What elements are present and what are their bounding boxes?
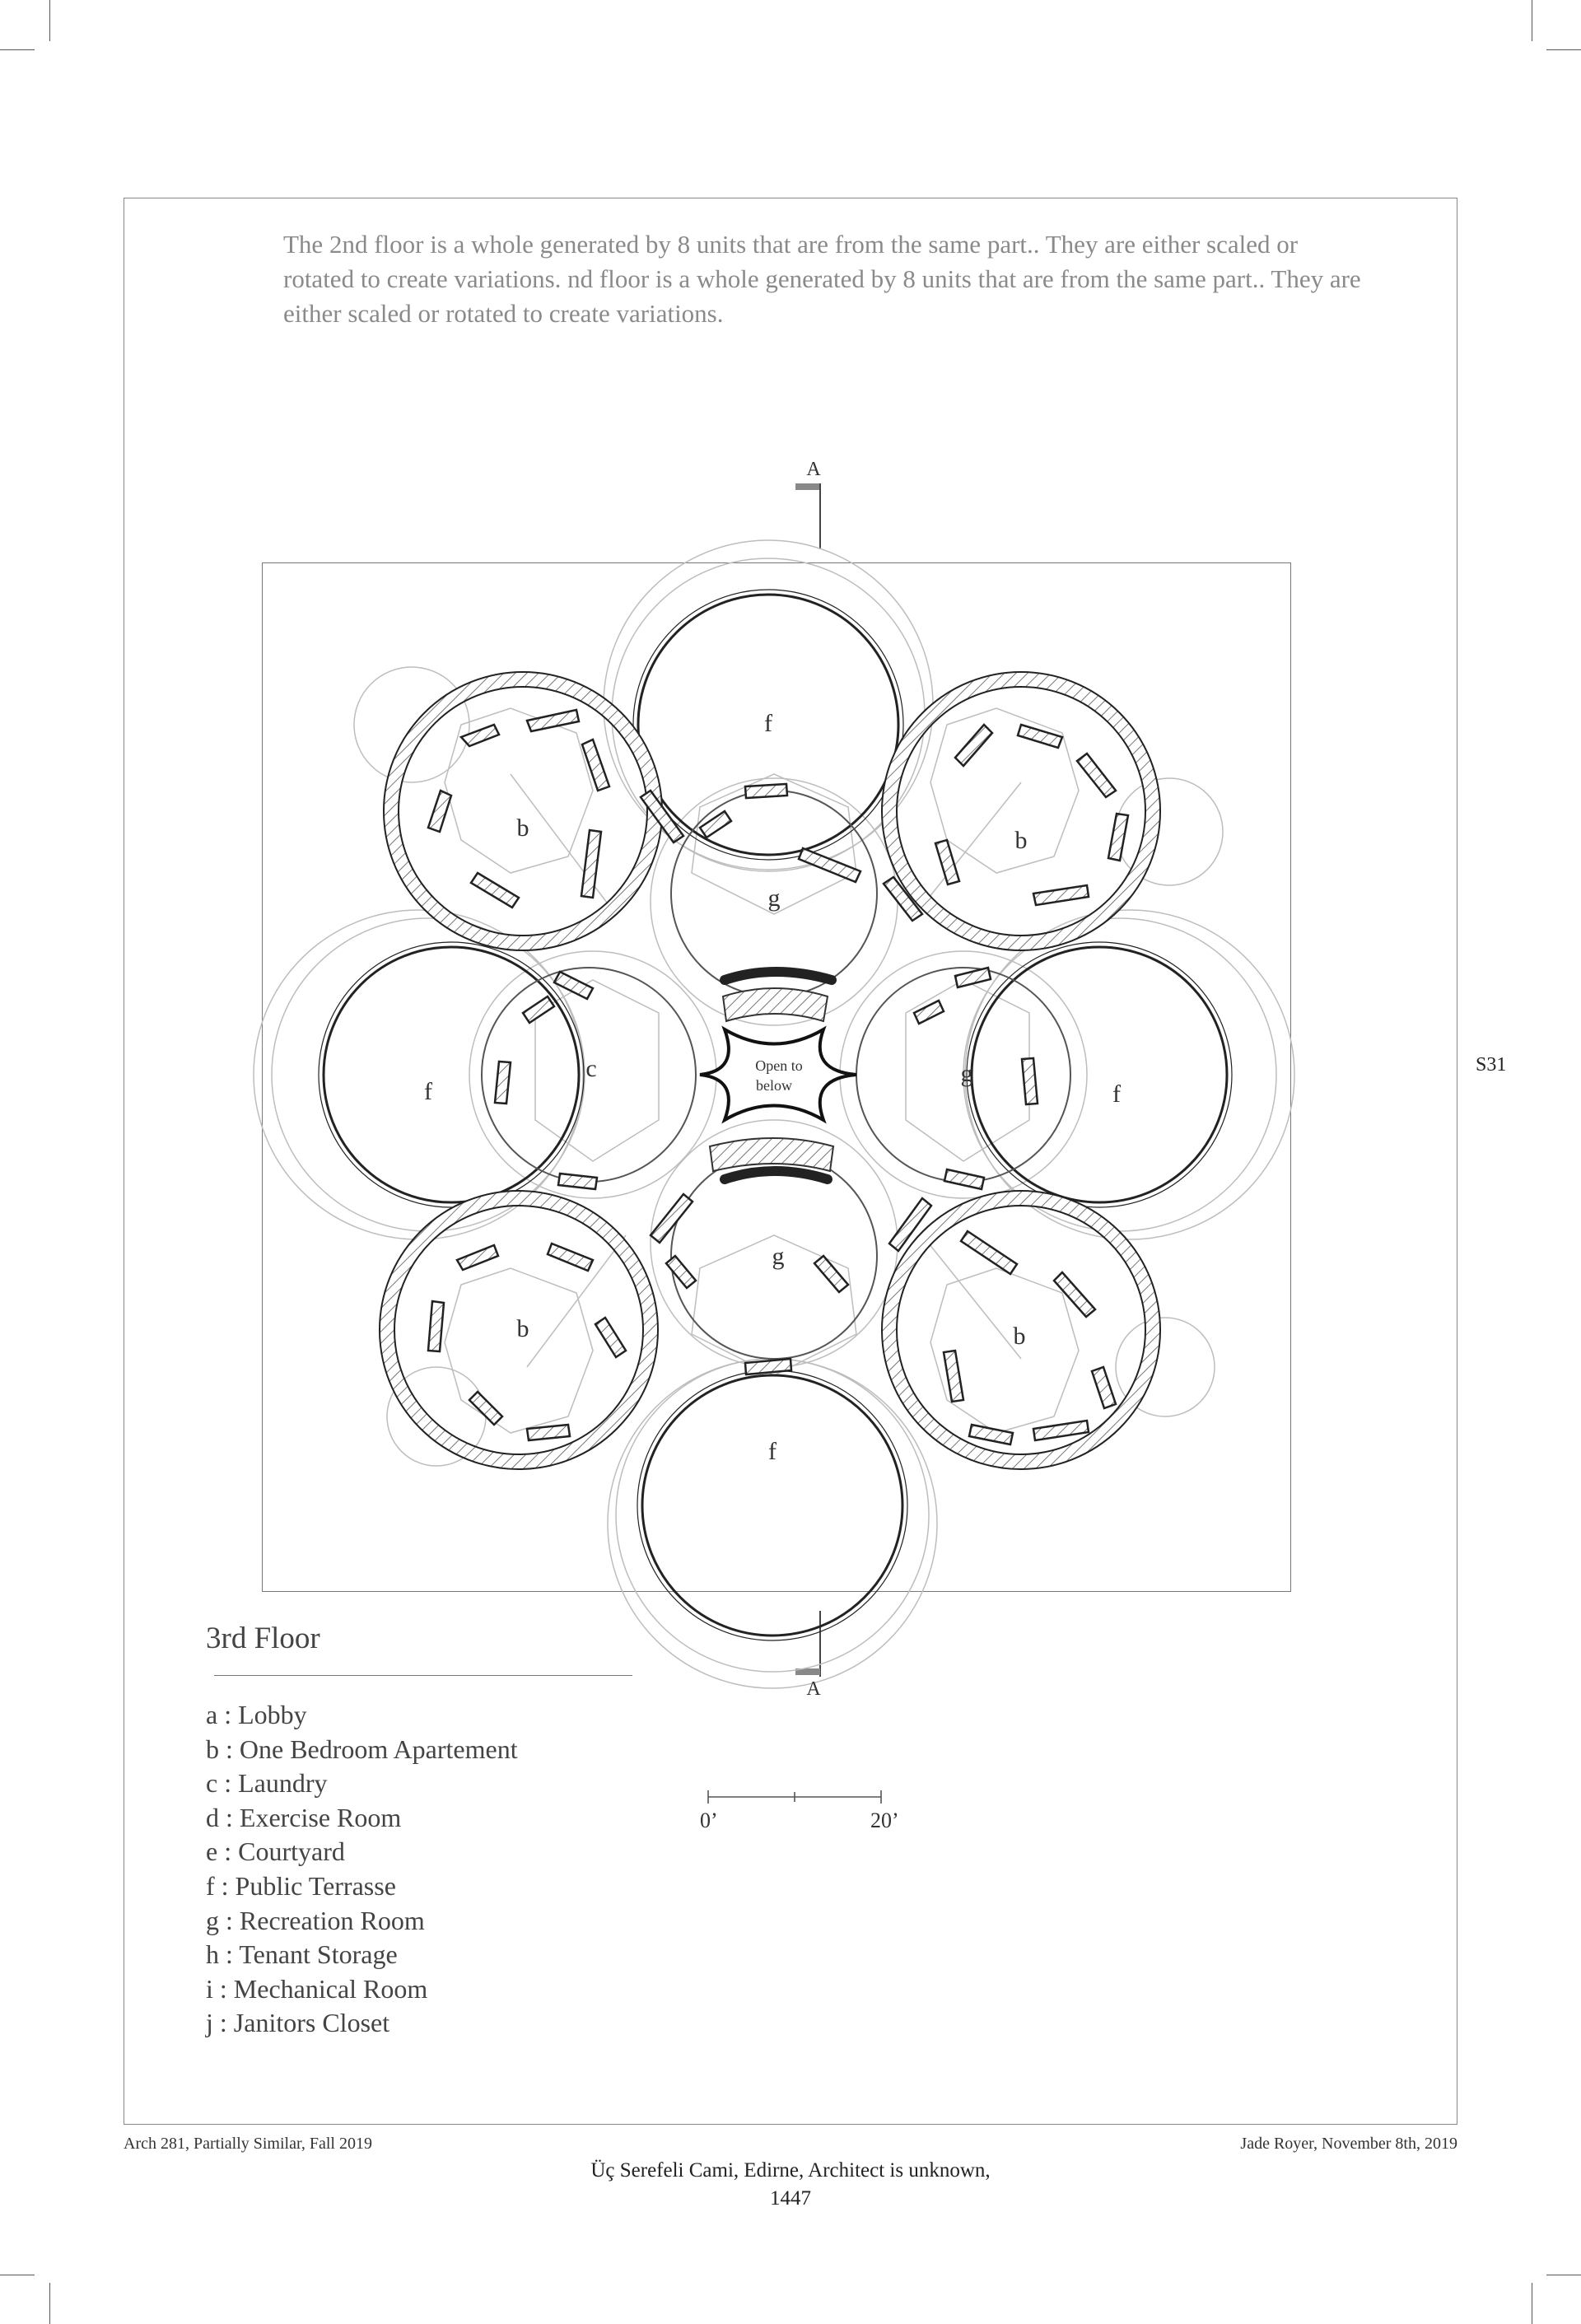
terrace-bottom	[637, 1370, 907, 1640]
scale-start-label: 0’	[700, 1808, 718, 1832]
label-g-bottom: g	[772, 1243, 785, 1270]
open-to-below-void	[700, 1029, 856, 1120]
legend-item: i : Mechanical Room	[206, 1973, 428, 2004]
label-f-bottom: f	[768, 1438, 777, 1465]
label-open-line2: below	[756, 1077, 792, 1094]
legend-item: e : Courtyard	[206, 1836, 345, 1867]
legend-item: c : Laundry	[206, 1768, 328, 1799]
sheet-number: S31	[1476, 1054, 1507, 1076]
legend-item: f : Public Terrasse	[206, 1870, 396, 1901]
label-b-tr: b	[1014, 827, 1028, 854]
terrace-right	[967, 942, 1232, 1207]
legend-item: d : Exercise Room	[206, 1802, 402, 1832]
scale-end-label: 20’	[870, 1808, 899, 1832]
room-legend	[206, 1698, 518, 2041]
footer-center-line1: Üç Serefeli Cami, Edirne, Architect is unknown,	[590, 2159, 991, 2182]
label-b-tl: b	[516, 814, 529, 842]
label-f-left: f	[424, 1078, 432, 1105]
label-f-right: f	[1112, 1080, 1121, 1108]
label-open-line1: Open to	[755, 1057, 803, 1074]
construction-lines	[254, 540, 1294, 1688]
section-marker-bottom	[795, 1611, 820, 1677]
legend-item: g : Recreation Room	[206, 1905, 425, 1935]
terrace-left	[319, 942, 584, 1207]
footer-center-line2: 1447	[770, 2187, 811, 2210]
section-marker-top	[795, 483, 820, 549]
legend-item: h : Tenant Storage	[206, 1939, 398, 1970]
legend-item: a : Lobby	[206, 1700, 307, 1729]
footer-right: Jade Royer, November 8th, 2019	[1240, 2135, 1457, 2153]
apartment-unit-tl	[391, 679, 655, 943]
floor-title: 3rd Floor	[206, 1622, 320, 1655]
section-letter-top: A	[806, 459, 821, 480]
scale-bar	[708, 1790, 881, 1804]
label-f-top: f	[764, 710, 772, 737]
stair-top	[723, 972, 832, 1021]
label-b-bl: b	[516, 1315, 529, 1342]
legend-item: j : Janitors Closet	[206, 2008, 390, 2038]
label-b-br: b	[1013, 1323, 1026, 1350]
legend-item: b : One Bedroom Apartement	[206, 1734, 518, 1764]
label-c: c	[585, 1055, 597, 1082]
label-g-top: g	[767, 884, 781, 912]
section-letter-bottom: A	[806, 1678, 821, 1700]
stair-bottom	[710, 1138, 833, 1179]
intro-paragraph: The 2nd floor is a whole generated by 8 units that are from the same part.. They are either scaled or rotated to create variations. nd floor is a whole generated by 8 units that are from the same part.. They are either scaled or rotated to create variations.	[283, 230, 1361, 328]
title-underline	[214, 1675, 632, 1676]
footer-left: Arch 281, Partially Similar, Fall 2019	[124, 2135, 372, 2153]
apartment-unit-tr	[889, 679, 1153, 943]
label-g-right: g	[960, 1060, 973, 1087]
